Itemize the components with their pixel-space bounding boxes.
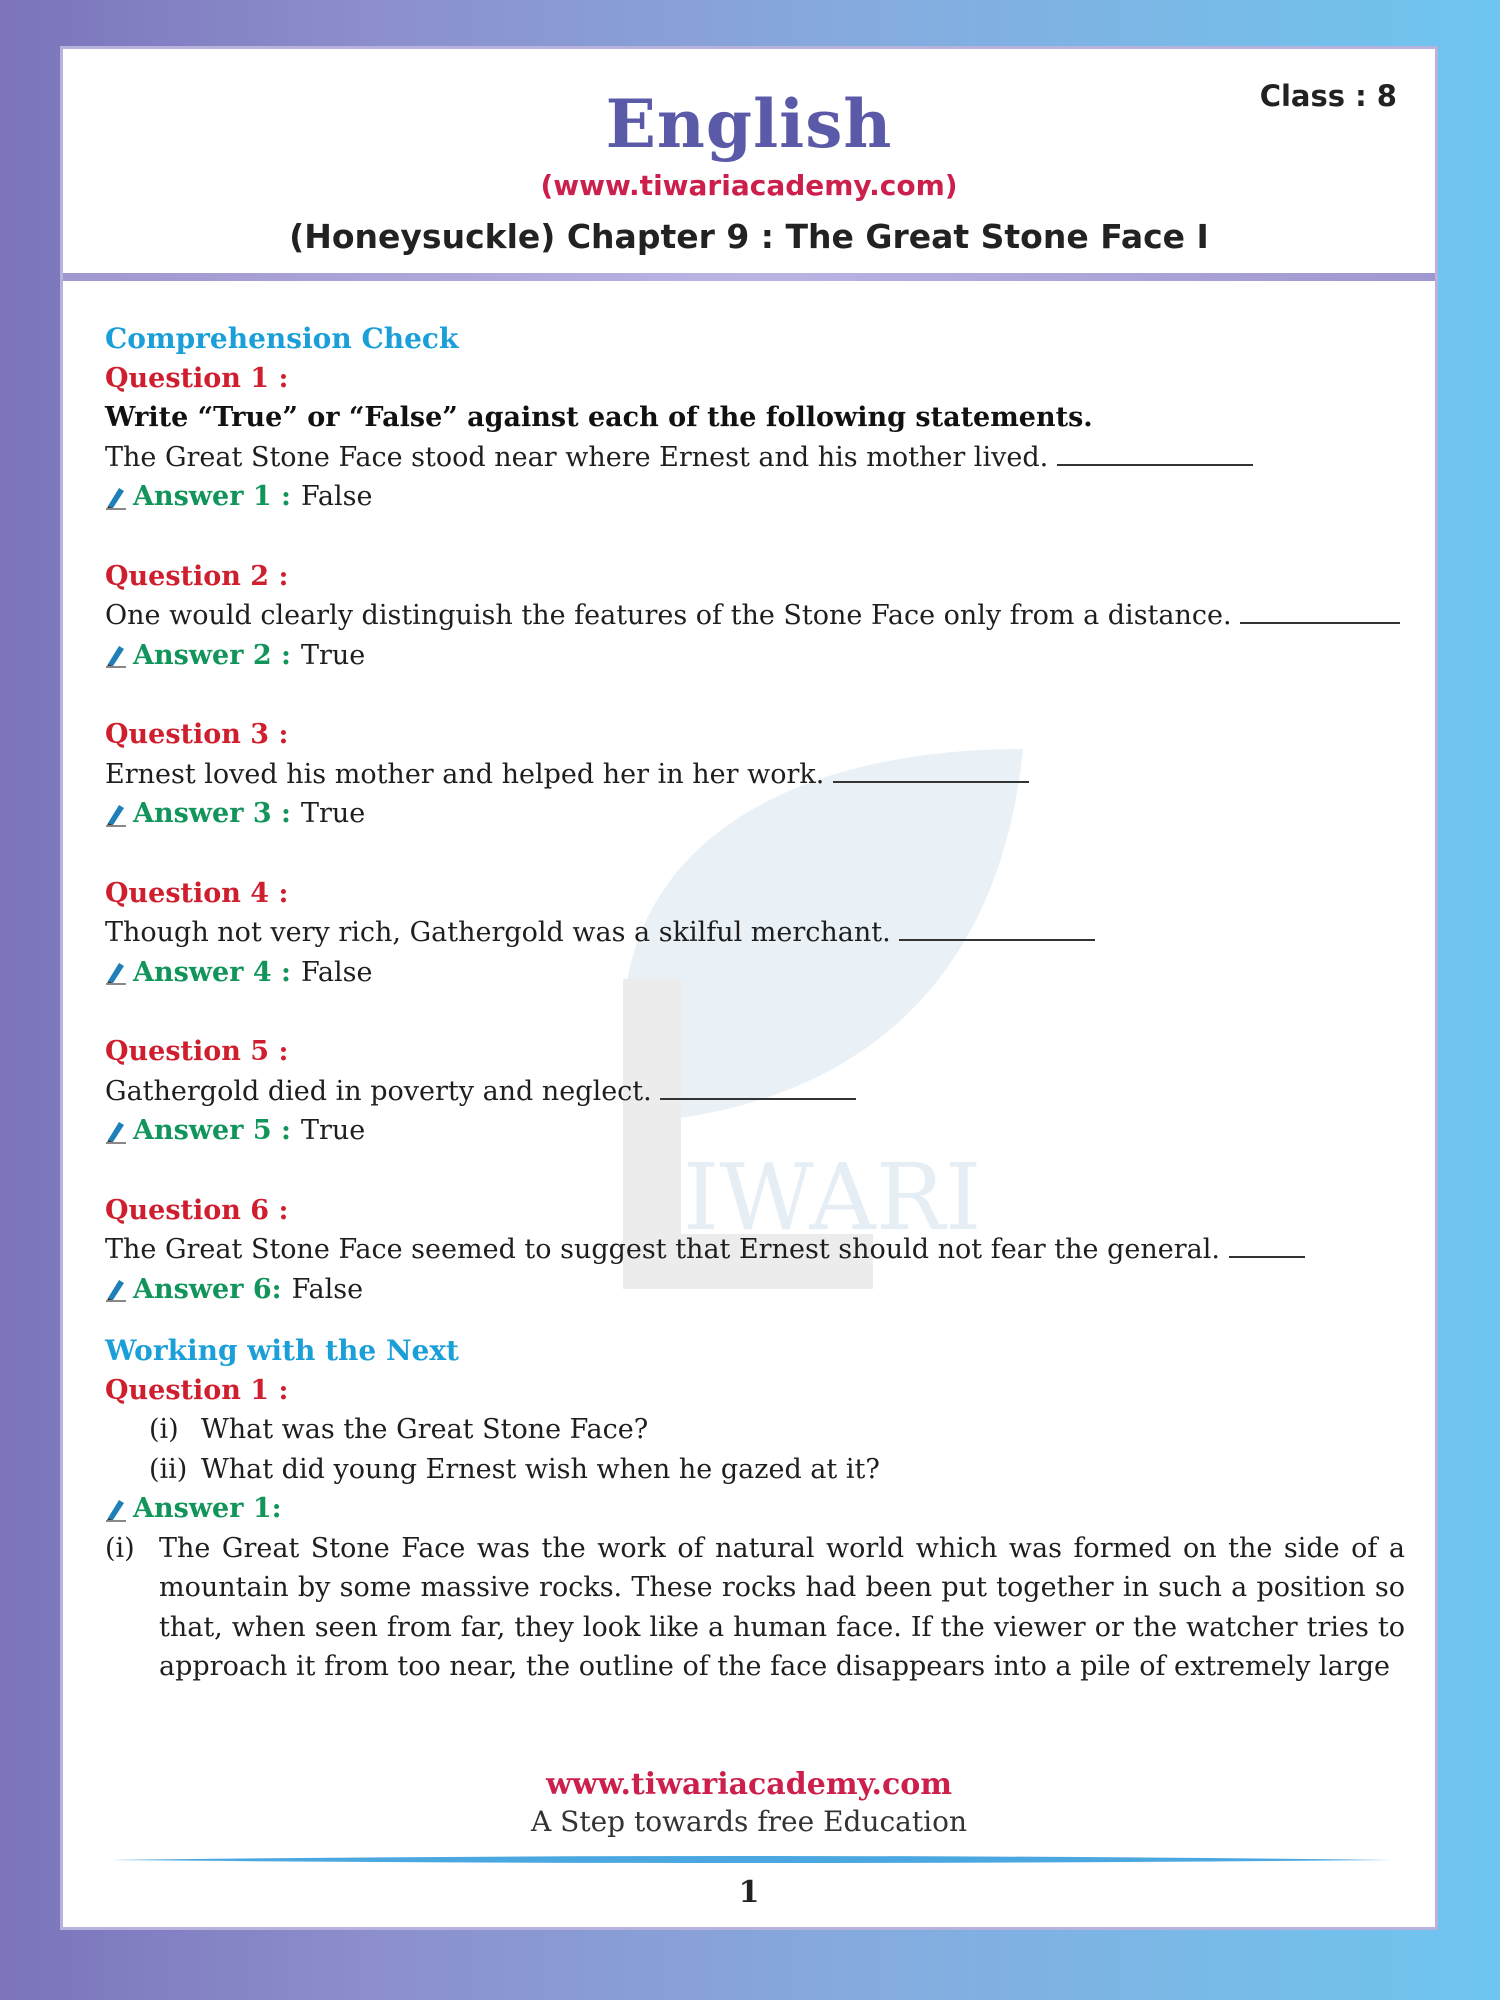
statement <box>105 1072 1405 1112</box>
footer-rule <box>111 1855 1391 1865</box>
question-label: Question 4 : <box>105 877 289 909</box>
statement <box>105 913 1405 953</box>
sub-question-number: (i) <box>149 1414 179 1445</box>
answer-paragraph <box>105 1529 1405 1687</box>
sub-question <box>105 1450 1405 1490</box>
answer-row <box>105 1270 1405 1310</box>
answer-label: Answer 5 : <box>133 1115 291 1146</box>
page-header <box>63 49 1435 279</box>
answer-row <box>105 794 1405 834</box>
statement <box>105 755 1405 795</box>
answer-value: False <box>300 956 373 988</box>
header-site-link[interactable]: (www.tiwariacademy.com) <box>540 169 958 202</box>
question-label: Question 5 : <box>105 1036 289 1067</box>
sub-question-text: What did young Ernest wish when he gazed at it? <box>201 1453 880 1485</box>
statement-text: Though not very rich, Gathergold was a skilful merchant. <box>105 917 891 948</box>
answer-label: Answer 4 : <box>133 956 291 988</box>
statement-text: The Great Stone Face stood near where Ernest and his mother lived. <box>105 441 1049 473</box>
answer-blank <box>1240 598 1400 624</box>
answer-value: False <box>300 481 373 512</box>
subject-title: English <box>605 85 893 163</box>
statement-text: The Great Stone Face seemed to suggest that Ernest should not fear the general. <box>105 1234 1220 1265</box>
instruction-text: Write “True” or “False” against each of the following statements. <box>105 402 1093 433</box>
comprehension-heading: Comprehension Check <box>105 322 459 355</box>
question-label: Question 6 : <box>105 1194 289 1226</box>
page-number: 1 <box>738 1875 760 1910</box>
pen-icon <box>105 959 127 985</box>
statement-text: Gathergold died in poverty and neglect. <box>105 1075 652 1107</box>
answer-blank <box>1229 1232 1305 1258</box>
answer-row <box>105 636 1405 676</box>
pen-icon <box>105 484 127 510</box>
answer-row <box>105 1111 1405 1151</box>
answer-blank <box>1057 440 1253 466</box>
answer-value: False <box>291 1273 364 1305</box>
question-label: Question 2 : <box>105 560 289 592</box>
sub-question-text: What was the Great Stone Face? <box>201 1414 649 1445</box>
answer-label: Answer 3 : <box>133 798 291 829</box>
footer-tagline: A Step towards free Education <box>531 1805 967 1838</box>
footer-site-link[interactable]: www.tiwariacademy.com <box>545 1767 953 1802</box>
chapter-title: (Honeysuckle) Chapter 9 : The Great Stone Face I <box>289 217 1209 256</box>
statement-text: Ernest loved his mother and helped her in her work. <box>105 758 825 790</box>
answer-blank <box>899 915 1095 941</box>
content-area <box>105 319 1405 1687</box>
header-divider <box>63 273 1435 281</box>
pen-icon <box>105 801 127 827</box>
sub-question-number: (ii) <box>149 1453 188 1485</box>
pen-icon <box>105 1276 127 1302</box>
answer-label: Answer 2 : <box>133 639 291 671</box>
answer-label: Answer 6: <box>133 1273 282 1305</box>
statement <box>105 1230 1405 1270</box>
answer-label: Answer 1 : <box>133 481 291 512</box>
watermark-text: IWARI <box>683 1144 982 1251</box>
pen-icon <box>105 1118 127 1144</box>
answer-row <box>105 477 1405 517</box>
question-label: Question 1 : <box>105 1374 289 1406</box>
statement <box>105 438 1405 478</box>
statement <box>105 596 1405 636</box>
answer-row <box>105 953 1405 993</box>
answer-label: Answer 1: <box>133 1493 282 1524</box>
pen-icon <box>105 1496 127 1522</box>
answer-blank <box>660 1074 856 1100</box>
pen-icon <box>105 642 127 668</box>
page-frame <box>60 46 1438 1930</box>
answer-value: True <box>300 1115 366 1146</box>
sub-question <box>105 1410 1405 1450</box>
answer-paragraph-text: The Great Stone Face was the work of natural world which was formed on the side of a mountain by some massive rocks. These rocks had been put together in such a position so that, when seen from far, they look like a human face. If the viewer or the watcher tries to approach it from too near, the outline of the face disappears into a pile of extremely large <box>159 1532 1405 1682</box>
answer-blank <box>833 757 1029 783</box>
question-label: Question 3 : <box>105 719 289 750</box>
answer-value: True <box>300 798 366 829</box>
statement-text: One would clearly distinguish the features of the Stone Face only from a distance. <box>105 600 1232 631</box>
question-label: Question 1 : <box>105 362 289 394</box>
working-heading: Working with the Next <box>105 1334 459 1367</box>
answer-paragraph-number: (i) <box>105 1532 135 1564</box>
answer-row <box>105 1489 1405 1529</box>
answer-value: True <box>300 639 366 671</box>
class-label: Class : 8 <box>1259 79 1397 113</box>
